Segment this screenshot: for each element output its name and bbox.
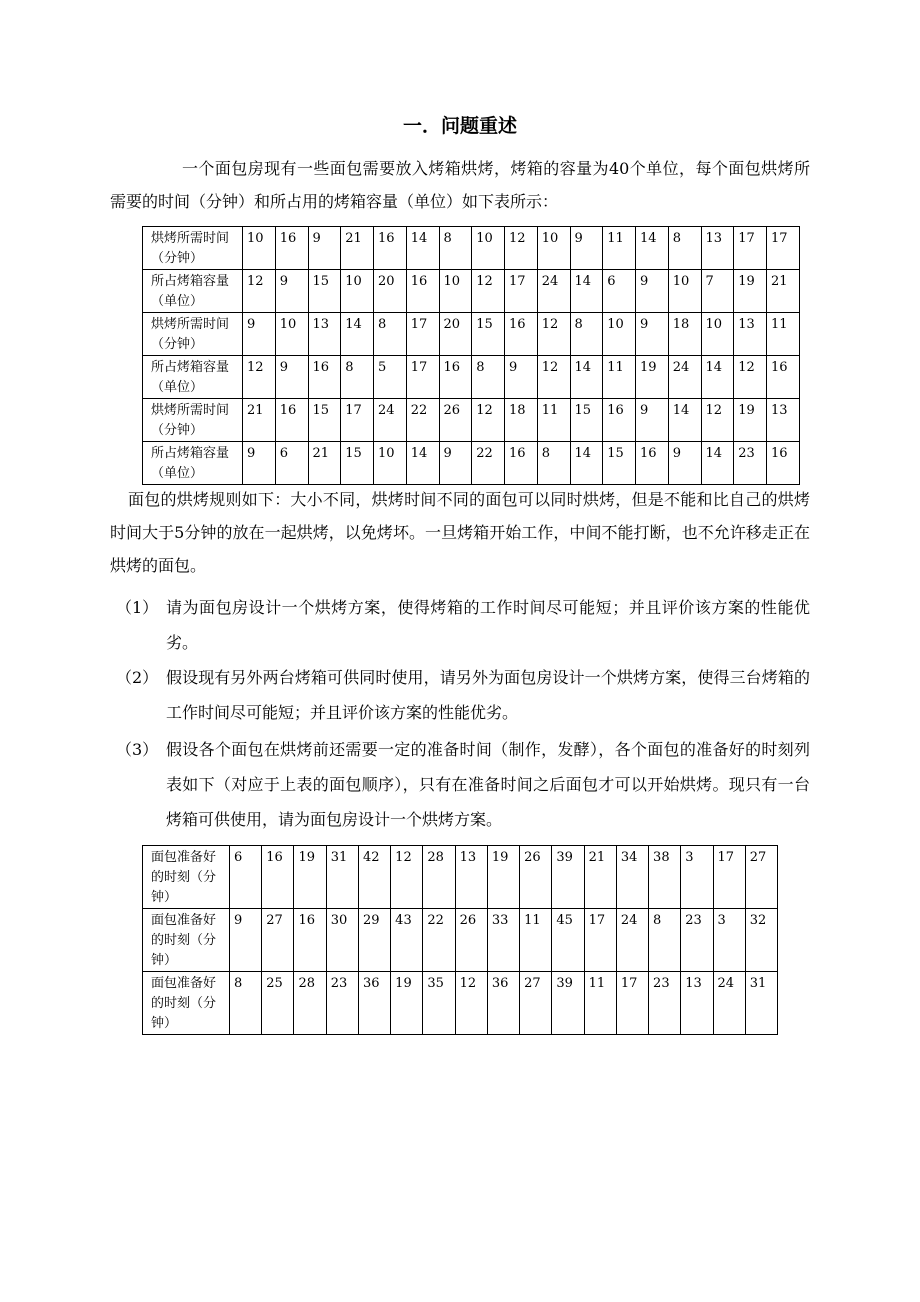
row-label: 所占烤箱容量（单位） [143,442,243,485]
table-cell: 11 [603,356,636,399]
table-cell: 9 [243,313,276,356]
table-cell: 8 [374,313,407,356]
table-cell: 12 [505,227,538,270]
table-cell: 23 [649,972,681,1035]
table-cell: 6 [230,846,262,909]
question-item [110,590,810,660]
table-cell: 10 [341,270,374,313]
table-cell: 13 [767,399,800,442]
table-cell: 19 [294,846,326,909]
table-row [143,270,800,313]
row-label: 烘烤所需时间（分钟） [143,399,243,442]
table-cell: 9 [570,227,603,270]
table-cell: 21 [341,227,374,270]
question-text: 请为面包房设计一个烘烤方案，使得烤箱的工作时间尽可能短；并且评价该方案的性能优劣。 [166,598,810,652]
table-cell: 23 [326,972,358,1035]
table-row [143,399,800,442]
table-cell: 12 [455,972,487,1035]
table-cell: 29 [358,909,390,972]
table-cell: 12 [243,356,276,399]
table-cell: 23 [734,442,767,485]
table-cell: 10 [701,313,734,356]
table-cell: 16 [406,270,439,313]
table-cell: 10 [439,270,472,313]
table-cell: 10 [243,227,276,270]
table-cell: 9 [243,442,276,485]
table-cell: 39 [552,846,584,909]
table-cell: 9 [505,356,538,399]
table-cell: 36 [487,972,519,1035]
table-cell: 9 [275,270,308,313]
table-cell: 11 [584,972,616,1035]
table-cell: 9 [275,356,308,399]
table-cell: 20 [374,270,407,313]
table-cell: 11 [603,227,636,270]
table-row [143,227,800,270]
table-cell: 17 [734,227,767,270]
table-cell: 25 [262,972,294,1035]
row-label: 所占烤箱容量（单位） [143,270,243,313]
table-cell: 34 [616,846,648,909]
table-cell: 14 [341,313,374,356]
table-cell: 9 [668,442,701,485]
table-cell: 15 [308,399,341,442]
table-cell: 27 [520,972,552,1035]
table-cell: 16 [374,227,407,270]
table-cell: 14 [570,270,603,313]
table-cell: 15 [341,442,374,485]
table-cell: 9 [636,399,669,442]
table-cell: 27 [745,846,777,909]
table-row [143,356,800,399]
table-cell: 12 [243,270,276,313]
table-cell: 10 [537,227,570,270]
table-cell: 21 [243,399,276,442]
table-cell: 12 [537,313,570,356]
table-cell: 17 [616,972,648,1035]
table-cell: 3 [713,909,745,972]
table-cell: 31 [326,846,358,909]
table-cell: 26 [520,846,552,909]
table-cell: 15 [472,313,505,356]
table-cell: 16 [294,909,326,972]
table-cell: 8 [649,909,681,972]
table-cell: 22 [423,909,455,972]
table-cell: 35 [423,972,455,1035]
table-cell: 17 [713,846,745,909]
table-cell: 21 [584,846,616,909]
table-cell: 23 [681,909,713,972]
question-number: （1） [116,598,159,617]
table-cell: 6 [603,270,636,313]
table-cell: 12 [472,270,505,313]
table-cell: 8 [230,972,262,1035]
table-cell: 28 [423,846,455,909]
table-cell: 24 [537,270,570,313]
table-cell: 20 [439,313,472,356]
table-cell: 9 [439,442,472,485]
table-cell: 9 [636,270,669,313]
table-cell: 22 [472,442,505,485]
table-cell: 24 [374,399,407,442]
table-cell: 22 [406,399,439,442]
question-text: 假设各个面包在烘烤前还需要一定的准备时间（制作，发酵），各个面包的准备好的时刻列表如下（对应于上表的面包顺序），只有在准备时间之后面包才可以开始烘烤。现只有一台烤箱可供使用，请为面包房设计一个烘烤方案。 [166,740,810,829]
table-cell: 16 [505,442,538,485]
table-cell: 14 [406,227,439,270]
table-row [143,909,778,972]
table-cell: 15 [570,399,603,442]
table-cell: 17 [767,227,800,270]
question-text: 假设现有另外两台烤箱可供同时使用，请另外为面包房设计一个烘烤方案，使得三台烤箱的工作时间尽可能短；并且评价该方案的性能优劣。 [166,668,810,722]
table-cell: 12 [391,846,423,909]
intro-paragraph: 一个面包房现有一些面包需要放入烤箱烘烤，烤箱的容量为40个单位，每个面包烘烤所需要的时间（分钟）和所占用的烤箱容量（单位）如下表所示： [110,159,810,211]
table-cell: 27 [262,909,294,972]
table-cell: 11 [767,313,800,356]
table-cell: 12 [537,356,570,399]
table-cell: 24 [616,909,648,972]
table-cell: 24 [713,972,745,1035]
table-cell: 13 [681,972,713,1035]
rules-paragraph: 面包的烘烤规则如下：大小不同，烘烤时间不同的面包可以同时烘烤，但是不能和比自己的烘烤时间大于5分钟的放在一起烘烤，以免烤坏。一旦烤箱开始工作，中间不能打断，也不允许移走正在烘烤的面包。 [110,490,810,575]
row-label: 面包准备好的时刻（分钟） [143,972,230,1035]
table-cell: 17 [505,270,538,313]
table-cell: 14 [701,356,734,399]
table-cell: 16 [505,313,538,356]
table-cell: 31 [745,972,777,1035]
table-cell: 39 [552,972,584,1035]
table-cell: 16 [275,227,308,270]
table-cell: 13 [455,846,487,909]
table-cell: 8 [537,442,570,485]
table-cell: 9 [230,909,262,972]
table-cell: 19 [636,356,669,399]
table-cell: 16 [767,356,800,399]
table-cell: 10 [374,442,407,485]
table-cell: 15 [603,442,636,485]
table-cell: 9 [636,313,669,356]
table-cell: 14 [570,442,603,485]
table-cell: 17 [341,399,374,442]
table-cell: 18 [505,399,538,442]
table-cell: 42 [358,846,390,909]
question-number: （3） [116,740,159,759]
table-cell: 38 [649,846,681,909]
row-label: 所占烤箱容量（单位） [143,356,243,399]
table-row [143,442,800,485]
table-cell: 19 [391,972,423,1035]
question-item [110,660,810,730]
table-cell: 5 [374,356,407,399]
row-label: 烘烤所需时间（分钟） [143,227,243,270]
table-cell: 17 [584,909,616,972]
table-cell: 3 [681,846,713,909]
table-cell: 16 [275,399,308,442]
question-number: （2） [116,668,159,687]
table-cell: 12 [701,399,734,442]
table-cell: 12 [734,356,767,399]
table-cell: 13 [701,227,734,270]
table-cell: 16 [262,846,294,909]
table-cell: 14 [668,399,701,442]
table-cell: 8 [668,227,701,270]
row-label: 烘烤所需时间（分钟） [143,313,243,356]
table-cell: 28 [294,972,326,1035]
table-cell: 16 [308,356,341,399]
table-cell: 10 [275,313,308,356]
row-label: 面包准备好的时刻（分钟） [143,846,230,909]
table-cell: 24 [668,356,701,399]
table-cell: 43 [391,909,423,972]
table-cell: 14 [636,227,669,270]
table-cell: 16 [767,442,800,485]
table-cell: 11 [520,909,552,972]
table-cell: 45 [552,909,584,972]
table-cell: 17 [406,356,439,399]
table-cell: 13 [308,313,341,356]
table-cell: 10 [472,227,505,270]
table-cell: 14 [570,356,603,399]
table-cell: 8 [439,227,472,270]
table-cell: 10 [603,313,636,356]
table-cell: 16 [603,399,636,442]
table-cell: 18 [668,313,701,356]
table-cell: 33 [487,909,519,972]
table-cell: 26 [455,909,487,972]
table-cell: 17 [406,313,439,356]
table-cell: 30 [326,909,358,972]
table-cell: 11 [537,399,570,442]
table-cell: 26 [439,399,472,442]
table-cell: 19 [487,846,519,909]
table-cell: 13 [734,313,767,356]
row-label: 面包准备好的时刻（分钟） [143,909,230,972]
table-cell: 12 [472,399,505,442]
table-cell: 32 [745,909,777,972]
table-cell: 21 [308,442,341,485]
table-cell: 14 [406,442,439,485]
table-cell: 7 [701,270,734,313]
ready-time-table [142,845,778,1035]
table-cell: 19 [734,399,767,442]
table-cell: 8 [472,356,505,399]
table-cell: 16 [636,442,669,485]
table-row [143,972,778,1035]
table-cell: 16 [439,356,472,399]
table-cell: 10 [668,270,701,313]
baking-requirements-table [142,226,800,485]
question-item [110,732,810,837]
table-cell: 14 [701,442,734,485]
table-cell: 6 [275,442,308,485]
table-cell: 8 [570,313,603,356]
table-cell: 19 [734,270,767,313]
table-cell: 15 [308,270,341,313]
table-row [143,313,800,356]
section-heading: 一．问题重述 [402,115,517,137]
table-cell: 8 [341,356,374,399]
table-cell: 36 [358,972,390,1035]
table-cell: 9 [308,227,341,270]
table-row [143,846,778,909]
table-cell: 21 [767,270,800,313]
